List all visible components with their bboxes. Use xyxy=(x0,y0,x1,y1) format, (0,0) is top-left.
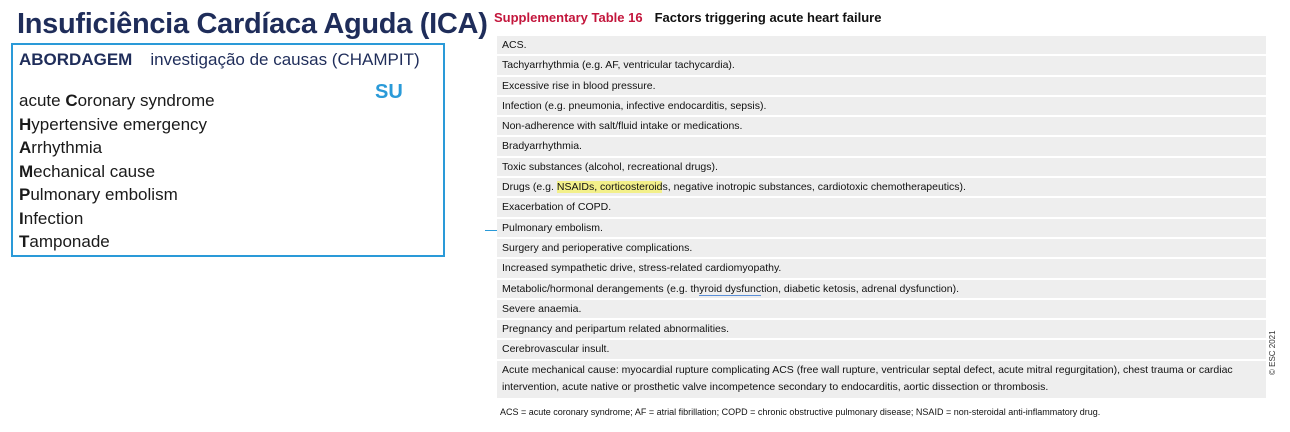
table-row: Infection (e.g. pneumonia, infective endocarditis, sepsis). xyxy=(497,97,1266,115)
table-row: Acute mechanical cause: myocardial rupture complicating ACS (free wall rupture, ventricular septal defect, acute mitral regurgitation), chest trauma or cardiac intervention, acute native or prosthetic valve incompetence secondary to endocarditis, aortic dissection or thrombosis. xyxy=(497,361,1266,398)
mnemonic-item: Infection xyxy=(19,208,84,228)
table-row: Toxic substances (alcohol, recreational drugs). xyxy=(497,158,1266,176)
table-row: Tachyarrhythmia (e.g. AF, ventricular tachycardia). xyxy=(497,56,1266,74)
underlined-text: yroid dysfunc xyxy=(699,282,762,295)
table-caption: Factors triggering acute heart failure xyxy=(654,10,882,25)
table-row: Severe anaemia. xyxy=(497,300,1266,318)
approach-heading-bold: ABORDAGEM xyxy=(19,50,133,69)
mnemonic-item: Arrhythmia xyxy=(19,138,103,157)
table-title xyxy=(494,10,881,25)
table-label: Supplementary Table 16 xyxy=(494,10,643,25)
champit-list xyxy=(19,89,215,254)
approach-box xyxy=(11,43,445,257)
su-tag: SU xyxy=(375,81,403,103)
highlighted-text: NSAIDs, corticosteroid xyxy=(556,181,663,194)
table-footnote: ACS = acute coronary syndrome; AF = atrial fibrillation; COPD = chronic obstructive pulmonary disease; NSAID = non-steroidal anti-inflammatory drug. xyxy=(500,407,1101,417)
mnemonic-item: Pulmonary embolism xyxy=(19,185,178,204)
table-row: Cerebrovascular insult. xyxy=(497,340,1266,358)
copyright: © ESC 2021 xyxy=(1268,330,1277,375)
table-row: Bradyarrhythmia. xyxy=(497,137,1266,155)
table-row: Increased sympathetic drive, stress-related cardiomyopathy. xyxy=(497,259,1266,277)
table-row: Surgery and perioperative complications. xyxy=(497,239,1266,257)
mnemonic-item: Hypertensive emergency xyxy=(19,114,208,134)
table-row: Excessive rise in blood pressure. xyxy=(497,77,1266,95)
table-row: Non-adherence with salt/fluid intake or medications. xyxy=(497,117,1266,135)
table-row-metabolic: Metabolic/hormonal derangements (e.g. thyroid dysfunction, diabetic ketosis, adrenal dysfunction). xyxy=(497,280,1266,298)
table-row: ACS. xyxy=(497,36,1266,54)
mnemonic-item: Mechanical cause xyxy=(19,161,156,181)
table-row: Pulmonary embolism. xyxy=(497,219,1266,237)
page-title: Insuficiência Cardíaca Aguda (ICA) xyxy=(17,8,488,40)
table-row: Pregnancy and peripartum related abnormalities. xyxy=(497,320,1266,338)
mnemonic-item: acute Coronary syndrome xyxy=(19,91,215,110)
approach-heading xyxy=(19,50,420,70)
table-row: Exacerbation of COPD. xyxy=(497,198,1266,216)
factors-table xyxy=(497,36,1266,400)
table-row-drugs: Drugs (e.g. NSAIDs, corticosteroids, negative inotropic substances, cardiotoxic chemotherapeutics). xyxy=(497,178,1266,196)
mnemonic-item: Tamponade xyxy=(19,232,110,251)
approach-heading-text: investigação de causas (CHAMPIT) xyxy=(150,50,420,69)
